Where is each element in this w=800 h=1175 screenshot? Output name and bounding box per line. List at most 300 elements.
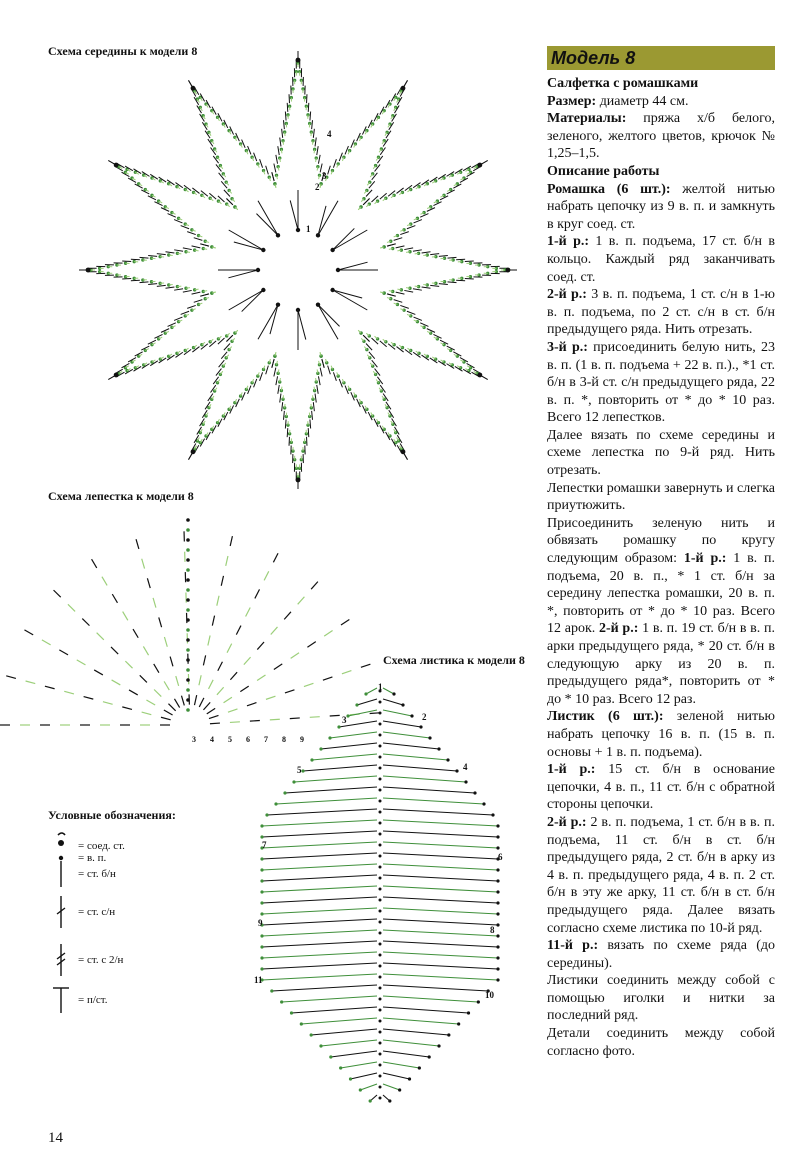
legend-label: = п/ст. (78, 994, 108, 1006)
stitch-mark (383, 963, 498, 969)
stitch-mark (164, 710, 173, 715)
stitch-mark (262, 941, 377, 947)
stitch-mark (186, 288, 190, 289)
stitch-mark (280, 137, 281, 146)
single-crochet-icon (48, 857, 74, 891)
stitch-mark (187, 305, 196, 308)
stitch-dot (186, 628, 190, 632)
stitch-mark (262, 820, 377, 826)
stitch-dot (473, 791, 476, 794)
stitch-mark (164, 681, 169, 690)
stitch-mark (271, 627, 278, 635)
stitch-mark (262, 853, 377, 859)
stitch-mark (278, 385, 279, 394)
stitch-dot (290, 1011, 293, 1014)
legend-label: = ст. б/н (78, 868, 116, 880)
stitch-mark (383, 688, 394, 694)
stitch-mark (407, 311, 415, 314)
stitch-mark (136, 539, 139, 549)
stitch-mark (183, 248, 192, 250)
stitch-dot (496, 967, 499, 970)
stitch-mark (227, 644, 232, 653)
stitch-mark (157, 285, 166, 286)
stitch-mark (315, 394, 316, 403)
center-row-number: 4 (327, 129, 332, 139)
stitch-dot (186, 558, 190, 562)
stitch-mark (394, 238, 403, 241)
center-ring (258, 230, 338, 310)
stitch-dot (310, 1033, 313, 1036)
stitch-mark (266, 166, 269, 175)
stitch-mark (229, 230, 264, 250)
stitch-dot (464, 780, 467, 783)
stitch-mark (140, 675, 147, 682)
leaf-line: Листик (6 шт.): зеленой нитью набрать цепочку 16 в. п. (15 в. п. основы + 1 в. п. подъема). (547, 709, 775, 760)
stitch-mark (254, 153, 257, 161)
stitch-mark (406, 252, 410, 253)
stitch-mark (272, 359, 274, 368)
stitch-mark (383, 1084, 400, 1090)
stitch-mark (212, 616, 214, 626)
stitch-mark (313, 129, 314, 138)
stitch-dot (428, 736, 431, 739)
stitch-mark (207, 708, 215, 714)
stitch-mark (183, 290, 192, 292)
stitch-mark (292, 1007, 378, 1013)
half-double-icon (48, 983, 74, 1017)
stitch-mark (328, 166, 331, 175)
stitch-mark (413, 289, 422, 290)
stitch-dot (186, 598, 190, 602)
stitch-mark (230, 672, 237, 680)
stitch-dot (337, 725, 340, 728)
stitch-dot (336, 268, 340, 272)
stitch-mark (248, 386, 251, 394)
stitch-dot (274, 802, 277, 805)
stitch-dot (316, 233, 320, 237)
stitch-mark (383, 787, 475, 793)
stitch-mark (262, 875, 377, 881)
stitch-dot (410, 714, 413, 717)
legend-label: = ст. с 2/н (78, 954, 124, 966)
stitch-dot (379, 844, 382, 847)
stitch-mark (366, 688, 377, 694)
stitch-dot (482, 802, 485, 805)
stitch-mark (383, 699, 403, 705)
stitch-mark (284, 612, 291, 620)
stitch-mark (165, 287, 174, 288)
stitch-mark (26, 681, 36, 684)
stitch-mark (285, 420, 286, 429)
stitch-dot (186, 548, 190, 552)
stitch-mark (221, 576, 223, 586)
stitch-dot (186, 518, 190, 522)
stitch-mark (406, 288, 410, 289)
stitch-mark (308, 103, 309, 112)
stitch-mark (284, 120, 285, 129)
stitch-mark (228, 270, 258, 278)
item-title: Салфетка с ромашками (547, 76, 699, 91)
stitch-dot (379, 899, 382, 902)
stitch-mark (415, 286, 419, 287)
stitch-dot (349, 1077, 352, 1080)
stitch-mark (383, 1051, 429, 1057)
join-leaves-note: Листики соединить между собой с помощью иголки и нитки за последний ряд. (547, 973, 775, 1024)
stitch-mark (394, 300, 403, 303)
stitch-mark (317, 385, 318, 394)
stitch-mark (307, 642, 315, 648)
stitch-mark (181, 226, 189, 229)
stitch-dot (496, 934, 499, 937)
stitch-dot (496, 978, 499, 981)
stitch-mark (312, 754, 377, 760)
stitch-dot (401, 86, 406, 91)
stitch-mark (322, 359, 324, 368)
stitch-dot (379, 1064, 382, 1067)
stitch-mark (194, 238, 203, 241)
stitch-mark (217, 596, 219, 606)
stitch-mark (59, 650, 68, 655)
stitch-mark (287, 103, 288, 112)
stitch-mark (174, 699, 179, 708)
stitch-dot (296, 478, 301, 483)
stitch-mark (360, 1084, 377, 1090)
stitch-dot (379, 932, 382, 935)
legend-item-double-crochet (48, 902, 115, 922)
stitch-mark (430, 285, 439, 286)
petal-row-number: 3 (192, 735, 196, 744)
leaf-row-number: 11 (254, 975, 263, 985)
stitch-mark (287, 428, 288, 437)
legend-item-half-double (48, 990, 108, 1010)
stitch-mark (142, 559, 145, 569)
stitch-mark (383, 721, 421, 727)
chamomile-line: Ромашка (6 шт.): желтой нитью набрать цепочку из 9 в. п. и замкнуть в круг соед. ст. (547, 181, 775, 232)
stitch-mark (383, 1018, 459, 1024)
stitch-dot (379, 701, 382, 704)
stitch-dot (186, 588, 190, 592)
stitch-dot (379, 734, 382, 737)
stitch-dot (296, 228, 300, 232)
stitch-dot (379, 943, 382, 946)
stitch-mark (331, 1051, 377, 1057)
stitch-dot (186, 708, 190, 712)
stitch-mark (280, 158, 281, 162)
stitch-dot (260, 857, 263, 860)
stitch-mark (383, 820, 498, 826)
double-crochet-icon (48, 895, 74, 929)
stitch-mark (314, 387, 315, 391)
stitch-mark (262, 908, 377, 914)
petal-row-number: 7 (264, 735, 268, 744)
stitch-mark (274, 368, 276, 377)
stitch-dot (256, 268, 260, 272)
stitch-dot (86, 268, 91, 273)
stitch-dot (379, 998, 382, 1001)
stitch-dot (408, 1077, 411, 1080)
stitch-dot (292, 780, 295, 783)
stitch-dot (296, 58, 301, 63)
stitch-mark (315, 137, 316, 146)
stitch-dot (355, 703, 358, 706)
stitch-dot (359, 1088, 362, 1091)
stitch-mark (383, 809, 493, 815)
stitch-dot (379, 1020, 382, 1023)
stitch-mark (262, 919, 377, 925)
stitch-mark (102, 577, 107, 586)
stitch-dot (496, 835, 499, 838)
stitch-dot (186, 678, 190, 682)
stitch-mark (396, 246, 405, 248)
stitch-mark (407, 226, 415, 229)
stitch-dot (283, 791, 286, 794)
stitch-dot (301, 769, 304, 772)
stitch-dot (260, 835, 263, 838)
stitch-dot (330, 248, 334, 252)
leaf-row-number: 5 (297, 765, 302, 775)
stitch-mark (272, 172, 274, 181)
legend-title: Условные обозначения: (48, 808, 176, 822)
leaf-row-number: 7 (262, 840, 267, 850)
stitch-dot (379, 756, 382, 759)
stitch-dot (398, 1088, 401, 1091)
stitch-mark (383, 831, 498, 837)
stitch-mark (244, 657, 251, 665)
stitch-mark (400, 305, 409, 308)
stitch-mark (170, 657, 173, 667)
stitch-mark (383, 754, 448, 760)
stitch-dot (186, 538, 190, 542)
stitch-mark (316, 158, 317, 162)
stitch-mark (192, 292, 201, 294)
stitch-dot (446, 758, 449, 761)
stitch-mark (168, 704, 175, 711)
stitch-mark (262, 886, 377, 892)
stitch-dot (447, 1033, 450, 1036)
stitch-mark (383, 886, 498, 892)
stitch-mark (439, 256, 448, 257)
stitch-dot (191, 86, 196, 91)
stitch-dot (300, 1022, 303, 1025)
stitch-mark (131, 280, 140, 281)
stitch-dot (330, 288, 334, 292)
stitch-dot (379, 789, 382, 792)
stitch-mark (339, 379, 342, 387)
stitch-mark (333, 159, 336, 168)
stitch-mark (257, 642, 264, 650)
stitch-dot (186, 568, 190, 572)
stitch-mark (122, 707, 132, 710)
stitch-mark (181, 311, 189, 314)
stitch-mark (266, 366, 269, 375)
stitch-dot (467, 1011, 470, 1014)
green-border-line: Присоединить зеленую нить и обвязать ромашку по кругу следующим образом: 1-й р.: 1 в. п. подъема, 20 в. п., * 1 ст. б/н за середину лепестка ромашки, 20 в. п. *, повторить от * до * 10 раз. Всего 12 арок. 2-й р.: 1 в. п. 19 ст. б/н в в. п. арки предыдущего ряда, * 20 ст. б/н в следующую арку из 20 в. п. предыдущего ряда*, повторить от * до * 10 раз. Всего 12 раз. (547, 515, 776, 707)
stitch-dot (379, 976, 382, 979)
legend-label: = ст. с/н (78, 906, 116, 918)
leaf-row-number: 4 (463, 762, 468, 772)
stitch-dot (379, 987, 382, 990)
legend-label: = в. п. (78, 852, 107, 864)
stitch-mark (345, 146, 348, 154)
stitch-mark (298, 597, 305, 605)
stitch-mark (131, 259, 140, 260)
stitch-dot (379, 723, 382, 726)
stitch-dot (455, 769, 458, 772)
stitch-mark (439, 284, 448, 285)
stitch-dot (496, 912, 499, 915)
stitch-mark (328, 366, 331, 375)
stitch-mark (318, 376, 320, 385)
petal-row-number: 9 (300, 735, 304, 744)
stitch-dot (379, 712, 382, 715)
stitch-mark (456, 280, 465, 281)
stitch-dot (186, 528, 190, 532)
stitch-mark (176, 676, 179, 686)
stitch-mark (208, 636, 210, 646)
stitch-dot (419, 725, 422, 728)
stitch-mark (97, 633, 104, 640)
stitch-mark (272, 985, 377, 991)
stitch-mark (422, 252, 431, 253)
stitch-mark (339, 153, 342, 161)
model-header: Модель 8 (547, 46, 775, 70)
stitch-mark (154, 664, 159, 673)
stitch-dot (346, 714, 349, 717)
stitch-mark (312, 411, 313, 420)
size-line: Размер: диаметр 44 см. (547, 93, 689, 109)
stitch-dot (261, 248, 265, 252)
stitch-mark (318, 155, 320, 164)
stitch-dot (392, 692, 395, 695)
stitch-dot (260, 956, 263, 959)
center-star-diagram (70, 55, 510, 475)
treble-crochet-icon (48, 943, 74, 977)
stitch-dot (270, 989, 273, 992)
stitch-mark (174, 317, 182, 320)
row-3-line: 3-й р.: присоединить белую нить, 23 в. п. (1 в. п. подъема + 22 в. п.)., *1 ст. б/н в 3-й ст. с/н предыдущего ряда, 22 в. п. *, повторить от * до * 10 раз. Всего 12 лепестков. (547, 339, 775, 426)
stitch-mark (321, 743, 377, 749)
stitch-mark (400, 232, 409, 235)
stitch-mark (280, 378, 281, 382)
leaf-row-1-line: 1-й р.: 15 ст. б/н в основание цепочки, 4 в. п., 11 ст. б/н с обратной стороны цепочки. (547, 762, 775, 813)
stitch-mark (282, 402, 283, 411)
stitch-mark (177, 253, 181, 254)
stitch-mark (415, 253, 419, 254)
leaf-row-number: 6 (498, 852, 503, 862)
stitch-mark (383, 864, 498, 870)
stitch-mark (267, 809, 377, 815)
stitch-dot (260, 890, 263, 893)
stitch-mark (112, 594, 117, 603)
stitch-dot (379, 1053, 382, 1056)
stitch-mark (262, 963, 377, 969)
stitch-mark (262, 864, 377, 870)
stitch-mark (112, 680, 121, 685)
stitch-mark (278, 146, 279, 155)
stitch-mark (224, 697, 232, 703)
stitch-mark (148, 284, 157, 285)
stitch-dot (260, 934, 263, 937)
stitch-mark (174, 289, 183, 290)
stitch-dot (379, 822, 382, 825)
stitch-dot (477, 1000, 480, 1003)
stitch-mark (404, 290, 413, 292)
stitch-dot (418, 1066, 421, 1069)
stitch-mark (187, 232, 196, 235)
stitch-dot (379, 910, 382, 913)
stitch-mark (186, 252, 190, 253)
stitch-mark (254, 379, 257, 387)
stitch-dot (186, 658, 190, 662)
stitch-dot (316, 302, 320, 306)
stitch-mark (290, 200, 298, 230)
stitch-mark (285, 787, 377, 793)
stitch-mark (414, 220, 422, 223)
stitch-mark (148, 256, 157, 257)
stitch-dot (379, 811, 382, 814)
stitch-dot (329, 1055, 332, 1058)
stitch-dot (496, 945, 499, 948)
stitch-mark (103, 702, 113, 705)
petals-note: Лепестки ромашки завернуть и слегка приутюжить. (547, 480, 776, 514)
stitch-mark (276, 798, 377, 804)
stitch-dot (379, 767, 382, 770)
stitch-dot (260, 824, 263, 827)
stitch-mark (199, 675, 201, 685)
stitch-mark (111, 647, 118, 654)
description-column (547, 46, 775, 1060)
stitch-mark (274, 164, 276, 173)
stitch-mark (448, 282, 457, 283)
stitch-mark (164, 637, 167, 647)
stitch-mark (383, 941, 498, 947)
stitch-dot (379, 866, 382, 869)
stitch-dot (328, 736, 331, 739)
stitch-dot (260, 967, 263, 970)
stitch-mark (64, 691, 74, 694)
stitch-mark (330, 732, 377, 738)
stitch-mark (54, 590, 61, 597)
stitch-dot (260, 879, 263, 882)
stitch-mark (218, 662, 223, 671)
leaf-scheme-caption: Схема листика к модели 8 (383, 653, 525, 667)
stitch-mark (357, 699, 377, 705)
stitch-mark (383, 908, 498, 914)
petal-scheme-caption: Схема лепестка к модели 8 (48, 489, 194, 503)
stitch-dot (186, 688, 190, 692)
row-2-line: 2-й р.: 3 в. п. подъема, 1 ст. с/н в 1-ю в. п. подъема, по 2 ст. с/н в ст. б/н предыдущего ряда. Нить отрезать. (547, 287, 775, 338)
stitch-mark (203, 702, 210, 710)
stitch-mark (396, 292, 405, 294)
stitch-mark (383, 1040, 439, 1046)
stitch-mark (313, 402, 314, 411)
stitch-mark (383, 765, 457, 771)
stitch-mark (262, 930, 377, 936)
stitch-mark (383, 985, 488, 991)
stitch-dot (276, 233, 280, 237)
stitch-mark (383, 996, 478, 1002)
stitch-dot (379, 778, 382, 781)
stitch-mark (448, 257, 457, 258)
stitch-mark (209, 715, 218, 718)
stitch-mark (316, 378, 317, 382)
row-1-line: 1-й р.: 1 в. п. подъема, 17 ст. б/н в кольцо. Каждый ряд заканчивать соед. ст. (547, 234, 775, 285)
stitch-mark (383, 974, 498, 980)
stitch-mark (310, 112, 311, 121)
stitch-mark (45, 686, 55, 689)
stitch-mark (82, 619, 89, 626)
stitch-mark (255, 589, 260, 598)
